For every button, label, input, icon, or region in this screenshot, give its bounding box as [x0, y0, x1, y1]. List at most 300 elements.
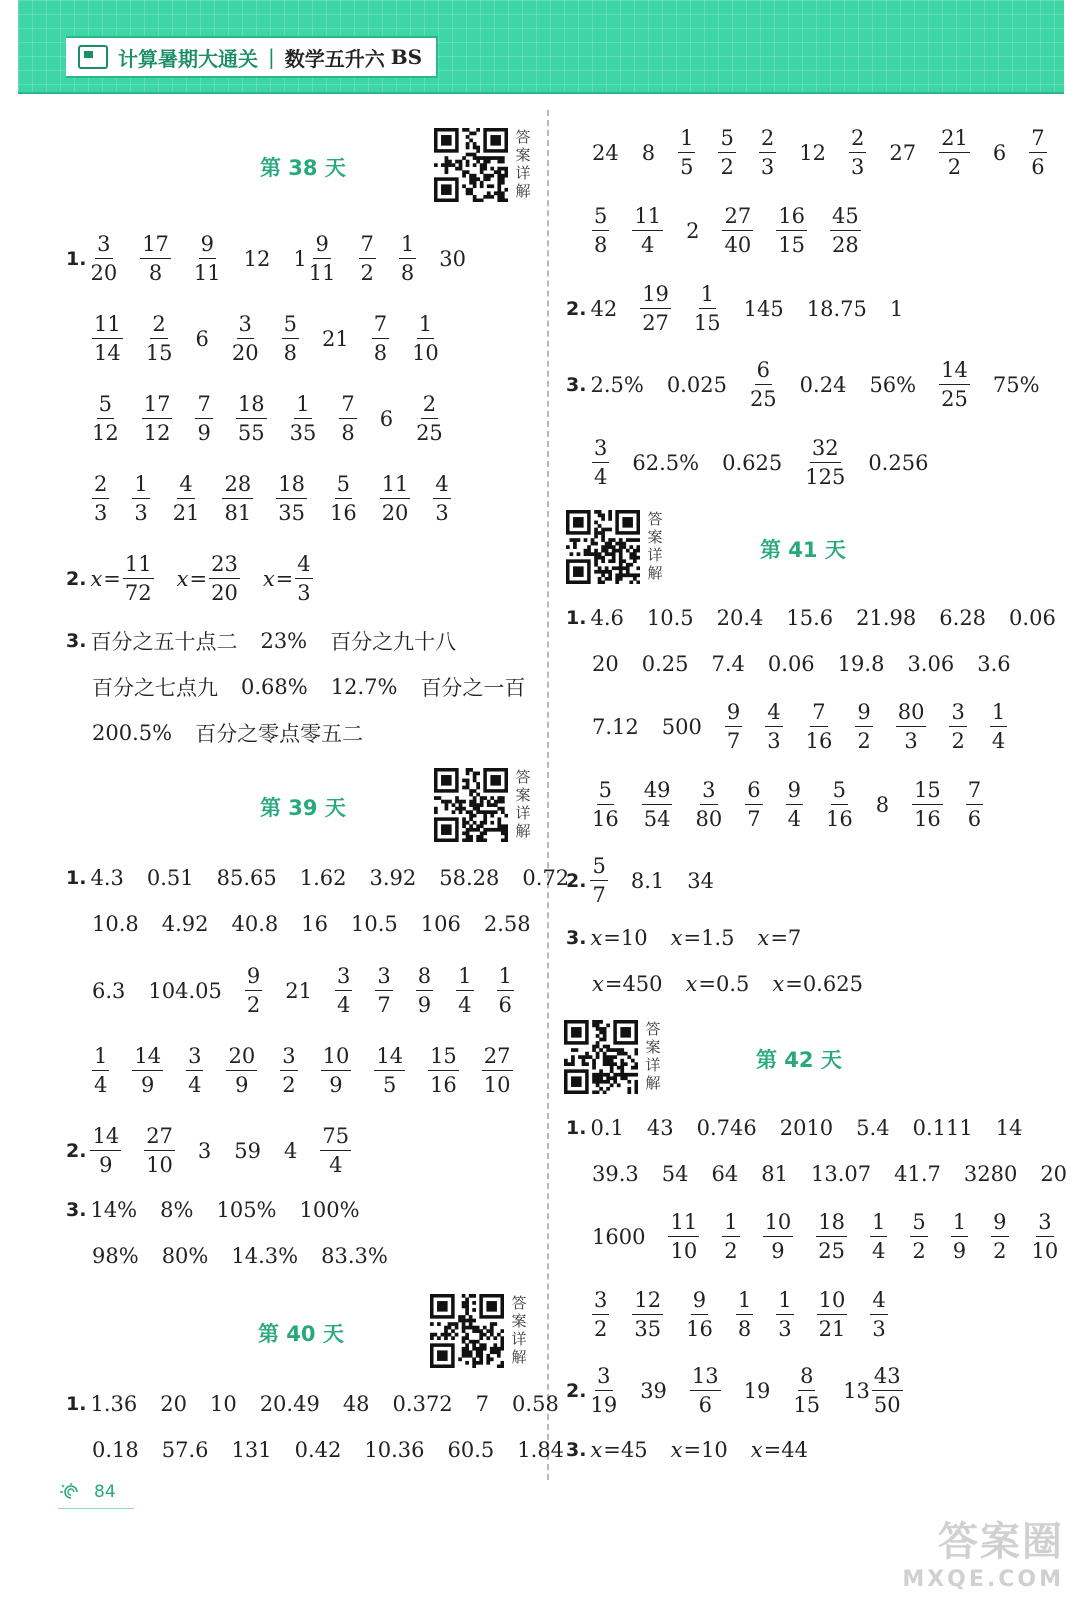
answer-value: 7.12	[592, 714, 639, 739]
answer-value: 39	[640, 1378, 667, 1403]
numerator: 8	[798, 1362, 815, 1391]
fraction	[375, 962, 392, 1019]
denominator: 2	[993, 1239, 1007, 1263]
edition-label: BS	[390, 45, 423, 69]
equation	[177, 550, 240, 607]
numerator: 13	[690, 1362, 721, 1391]
numerator: 1	[990, 698, 1007, 727]
fraction	[632, 202, 663, 259]
watermark	[902, 1510, 1064, 1592]
answer-value: 1.84	[517, 1438, 565, 1462]
answer-value: 0.746	[696, 1116, 757, 1140]
fraction	[173, 470, 200, 527]
equation: x =450	[592, 972, 663, 996]
numerator: 5	[97, 390, 114, 419]
numerator: 3	[592, 434, 609, 463]
answer-value: 3	[197, 1138, 212, 1163]
denominator: 10	[483, 1073, 511, 1097]
mixed-number	[293, 230, 335, 287]
answer-row	[92, 962, 514, 1019]
answer-value: 6	[195, 326, 209, 351]
denominator: 19	[590, 1393, 618, 1417]
denominator: 5	[680, 155, 694, 179]
denominator: 6	[698, 1393, 712, 1417]
answer-value: 8.1	[630, 868, 665, 893]
answer-value: 106	[420, 912, 461, 936]
denominator: 8	[400, 261, 415, 285]
numerator: 27	[482, 1042, 513, 1071]
numerator: 14	[132, 1042, 163, 1071]
answer-row	[566, 852, 714, 909]
numerator: 18	[236, 390, 267, 419]
denominator: 16	[805, 729, 833, 753]
answer-value: 43	[646, 1116, 674, 1140]
numerator: 16	[776, 202, 807, 231]
answer-value: 145	[743, 296, 784, 321]
answer-value: 15.6	[786, 606, 834, 630]
denominator: 20	[90, 261, 118, 285]
answer-value: 7	[475, 1392, 490, 1416]
qr-code-day-38[interactable]	[434, 128, 508, 202]
denominator: 20	[381, 501, 409, 525]
answer-row	[92, 1042, 513, 1099]
answer-value: 5.4	[856, 1116, 890, 1140]
fraction	[226, 1042, 257, 1099]
answer-value: 131	[231, 1438, 272, 1462]
fraction	[92, 390, 119, 447]
fraction	[826, 776, 853, 833]
answer-value: 2	[686, 218, 700, 243]
fraction	[690, 1362, 721, 1419]
answer-value: 8	[875, 792, 890, 817]
fraction	[209, 550, 240, 607]
denominator: 35	[634, 1317, 662, 1341]
denominator: 3	[778, 1317, 792, 1341]
answer-value: 2.5%	[590, 372, 644, 397]
fraction	[632, 1286, 663, 1343]
fraction	[222, 470, 253, 527]
answer-value: 24	[592, 140, 619, 165]
denominator: 7	[377, 993, 391, 1017]
denominator: 9	[952, 1239, 967, 1263]
numerator: 1	[399, 230, 416, 259]
fraction	[144, 1122, 175, 1179]
denominator: 2	[246, 993, 261, 1017]
denominator: 4	[94, 1073, 108, 1097]
fraction	[330, 470, 357, 527]
numerator: 43	[872, 1362, 903, 1391]
fraction	[990, 698, 1007, 755]
denominator: 6	[967, 807, 982, 831]
answer-row	[66, 1198, 360, 1222]
fraction	[668, 1208, 699, 1265]
answer-value: 10.5	[646, 606, 694, 630]
denominator: 7	[747, 807, 761, 831]
numerator: 5	[590, 852, 607, 881]
fraction	[123, 550, 154, 607]
fraction	[776, 202, 807, 259]
denominator: 11	[308, 261, 336, 285]
answer-row	[92, 390, 443, 447]
numerator: 2	[849, 124, 866, 153]
numerator: 1	[132, 470, 149, 499]
answer-value: 21.98	[856, 606, 917, 630]
answer-value: 3.6	[977, 652, 1011, 676]
numerator: 23	[209, 550, 240, 579]
fraction	[592, 1286, 609, 1343]
answer-value: 104.05	[148, 978, 222, 1003]
numerator: 27	[144, 1122, 175, 1151]
fraction	[817, 1286, 848, 1343]
fraction	[295, 550, 312, 607]
fraction	[642, 776, 673, 833]
sun-swirl-icon	[58, 1483, 84, 1501]
fraction	[765, 698, 782, 755]
answer-value: 0.256	[868, 450, 929, 475]
answer-value: 0.06	[767, 652, 815, 676]
numerator: 4	[177, 470, 194, 499]
answer-value: 80%	[161, 1244, 209, 1268]
fraction	[374, 1042, 405, 1099]
qr-code-pattern	[434, 768, 508, 842]
numerator: 7	[372, 310, 389, 339]
numerator: 15	[428, 1042, 459, 1071]
fraction	[722, 202, 753, 259]
denominator: 54	[643, 807, 671, 831]
watermark-logo-text: 答案圈	[938, 1519, 1064, 1565]
answer-value: 19.8	[837, 652, 885, 676]
denominator: 3	[872, 1317, 886, 1341]
numerator: 1	[776, 1286, 793, 1315]
fraction	[805, 434, 845, 491]
question-number: 3.	[66, 1199, 87, 1221]
answer-value: 27	[889, 140, 917, 165]
fraction	[1032, 1208, 1059, 1265]
fraction	[92, 310, 123, 367]
qr-code-day-41[interactable]	[566, 510, 640, 584]
fraction	[282, 310, 299, 367]
denominator: 2	[360, 261, 374, 285]
denominator: 2	[282, 1073, 296, 1097]
question-number: 2.	[66, 1139, 87, 1162]
denominator: 2	[720, 155, 734, 179]
denominator: 4	[329, 1153, 343, 1177]
answer-value: 2010	[779, 1116, 834, 1140]
equation: x =	[176, 566, 208, 591]
subject-title: 数学五升六	[284, 46, 385, 71]
question-number: 1.	[66, 247, 87, 270]
answer-value: 40.8	[231, 912, 279, 936]
answer-value: 0.24	[799, 372, 847, 397]
answer-value: 62.5%	[632, 450, 700, 475]
equation: x =	[262, 566, 294, 591]
answer-value: 14%	[90, 1198, 138, 1222]
denominator: 9	[235, 1073, 249, 1097]
fraction	[949, 698, 966, 755]
denominator: 12	[143, 421, 171, 445]
answer-value: 20.4	[716, 606, 764, 630]
denominator: 8	[283, 341, 297, 365]
numerator: 3	[592, 1286, 609, 1315]
mixed-number	[843, 1362, 902, 1419]
fraction	[399, 230, 416, 287]
numerator: 12	[632, 1286, 663, 1315]
numerator: 9	[199, 230, 216, 259]
numerator: 3	[700, 776, 717, 805]
numerator: 27	[722, 202, 753, 231]
answer-value: 3.92	[369, 866, 417, 890]
answer-value: 6	[379, 406, 394, 431]
numerator: 4	[870, 1286, 887, 1315]
numerator: 9	[691, 1286, 708, 1315]
denominator: 25	[818, 1239, 846, 1263]
numerator: 9	[245, 962, 262, 991]
denominator: 8	[594, 233, 608, 257]
answer-row	[592, 1208, 1058, 1265]
fraction	[592, 202, 609, 259]
denominator: 125	[805, 465, 846, 489]
answer-value: 19	[743, 1378, 771, 1403]
fraction	[640, 280, 671, 337]
numerator: 5	[718, 124, 735, 153]
fraction	[939, 356, 970, 413]
qr-code-day-39[interactable]	[434, 768, 508, 842]
numerator: 6	[745, 776, 762, 805]
answer-value: 4.92	[161, 912, 209, 936]
answer-value: 10.5	[351, 912, 398, 936]
numerator: 9	[313, 230, 330, 259]
fraction	[1029, 124, 1046, 181]
qr-code-pattern	[434, 128, 508, 202]
answer-value: 500	[661, 714, 702, 739]
numerator: 1	[699, 280, 716, 309]
answer-value: 98%	[92, 1244, 139, 1268]
numerator: 21	[939, 124, 970, 153]
qr-caption: 答 案 详 解	[645, 1020, 661, 1092]
qr-code-pattern	[564, 1020, 638, 1094]
fraction	[793, 1362, 820, 1419]
answer-value: 0.1	[590, 1116, 624, 1140]
numerator: 11	[123, 550, 154, 579]
answer-value: 85.65	[216, 866, 277, 890]
numerator: 17	[142, 390, 173, 419]
numerator: 1	[736, 1286, 753, 1315]
numerator: 3	[280, 1042, 297, 1071]
numerator: 3	[1036, 1208, 1053, 1237]
fraction	[428, 1042, 459, 1099]
fraction	[855, 698, 872, 755]
denominator: 2	[594, 1317, 608, 1341]
denominator: 28	[831, 233, 859, 257]
answer-value: 41.7	[894, 1162, 941, 1186]
numerator: 9	[991, 1208, 1008, 1237]
fraction	[132, 470, 149, 527]
answer-value: 14.3%	[231, 1244, 299, 1268]
numerator: 1	[722, 1208, 739, 1237]
numerator: 1	[951, 1208, 968, 1237]
answer-row	[592, 124, 1047, 181]
denominator: 5	[383, 1073, 397, 1097]
day-41-title: 第 41 天	[760, 538, 846, 562]
answer-value: 12	[799, 140, 826, 165]
denominator: 55	[237, 421, 265, 445]
answer-value: 0.18	[92, 1438, 139, 1462]
answer-row	[92, 912, 531, 936]
denominator: 14	[94, 341, 121, 365]
numerator: 3	[186, 1042, 203, 1071]
numerator: 49	[642, 776, 673, 805]
answer-row	[66, 550, 313, 607]
fraction	[320, 1122, 351, 1179]
denominator: 16	[825, 807, 853, 831]
denominator: 81	[224, 501, 252, 525]
denominator: 4	[188, 1073, 202, 1097]
denominator: 4	[991, 729, 1006, 753]
numerator: 1	[92, 1042, 109, 1071]
denominator: 12	[92, 421, 119, 445]
fraction	[722, 1208, 739, 1265]
fraction	[456, 962, 473, 1019]
numerator: 5	[910, 1208, 927, 1237]
answer-value: 12	[243, 246, 271, 271]
answer-row	[592, 1286, 888, 1343]
fraction	[991, 1208, 1008, 1265]
fraction	[236, 390, 267, 447]
question-number: 1.	[66, 1393, 87, 1415]
answer-row	[66, 1392, 559, 1416]
answer-value: 8%	[160, 1198, 194, 1222]
answer-value: 20	[1040, 1162, 1068, 1186]
question-number: 3.	[566, 927, 587, 949]
fraction	[750, 356, 777, 413]
answer-value: 3280	[963, 1162, 1018, 1186]
equation: x =10	[590, 926, 648, 950]
fraction	[433, 470, 450, 527]
denominator: 15	[693, 311, 721, 335]
fraction	[695, 776, 722, 833]
answer-row	[66, 230, 466, 287]
question-number: 1.	[66, 867, 87, 889]
answer-row	[92, 1244, 388, 1268]
numerator: 9	[725, 698, 742, 727]
fraction	[763, 1208, 794, 1265]
equation: x =	[90, 566, 121, 591]
numerator: 1	[870, 1208, 887, 1237]
fraction	[497, 962, 514, 1019]
numerator: 7	[966, 776, 983, 805]
answer-value: 10.36	[364, 1438, 425, 1462]
answer-value: 16	[301, 912, 329, 936]
fraction	[694, 280, 721, 337]
numerator: 15	[912, 776, 943, 805]
answer-value: 42	[590, 296, 618, 321]
answer-row	[66, 626, 456, 656]
fraction	[276, 470, 307, 527]
answer-value: 4.6	[590, 606, 624, 630]
answer-value: 30	[439, 246, 466, 271]
numerator: 7	[195, 390, 212, 419]
answer-value: 60.5	[447, 1438, 495, 1462]
footer-line	[58, 1508, 134, 1509]
answer-value: 4	[284, 1138, 298, 1163]
fraction	[372, 310, 389, 367]
answer-value: 0.625	[722, 450, 783, 475]
denominator: 20	[231, 341, 259, 365]
answer-value: 0.51	[146, 866, 194, 890]
numerator: 6	[755, 356, 772, 385]
fraction	[830, 202, 861, 259]
fraction	[321, 1042, 352, 1099]
numerator: 11	[92, 310, 123, 339]
denominator: 2	[951, 729, 965, 753]
book-icon	[78, 45, 108, 69]
qr-code-day-40[interactable]	[430, 1294, 504, 1368]
denominator: 10	[1031, 1239, 1059, 1263]
numerator: 4	[765, 698, 782, 727]
denominator: 15	[145, 341, 173, 365]
denominator: 40	[724, 233, 752, 257]
answer-value: 0.68%	[241, 675, 308, 699]
denominator: 16	[914, 807, 941, 831]
denominator: 8	[373, 341, 388, 365]
qr-code-day-42[interactable]	[564, 1020, 638, 1094]
question-number: 2.	[566, 869, 587, 892]
equation: x =0.625	[772, 972, 863, 996]
denominator: 21	[818, 1317, 846, 1341]
fraction	[482, 1042, 513, 1099]
answer-value: 100%	[299, 1198, 360, 1222]
answer-value: 10	[209, 1392, 237, 1416]
denominator: 8	[737, 1317, 752, 1341]
fraction	[896, 698, 927, 755]
denominator: 35	[278, 501, 305, 525]
denominator: 9	[197, 421, 211, 445]
fraction	[872, 1362, 903, 1419]
numerator: 32	[810, 434, 841, 463]
answer-row	[592, 1162, 1067, 1186]
numerator: 2	[421, 390, 438, 419]
denominator: 80	[695, 807, 723, 831]
denominator: 3	[850, 155, 865, 179]
day-39-title: 第 39 天	[260, 796, 346, 820]
answer-row	[592, 202, 861, 259]
numerator: 3	[95, 230, 112, 259]
column-divider	[547, 110, 549, 1480]
fraction	[870, 1286, 887, 1343]
denominator: 4	[337, 993, 351, 1017]
answer-value: 105%	[216, 1198, 277, 1222]
answer-value: 10.8	[92, 912, 139, 936]
numerator: 9	[855, 698, 872, 727]
numerator: 2	[759, 124, 776, 153]
denominator: 9	[771, 1239, 785, 1263]
denominator: 3	[767, 729, 781, 753]
answer-text: 百分之七点九	[92, 676, 218, 700]
day-42-title: 第 42 天	[756, 1048, 842, 1072]
answer-value: 18.75	[806, 296, 867, 321]
numerator: 8	[416, 962, 433, 991]
fraction	[92, 470, 109, 527]
answer-value: 1	[889, 296, 904, 321]
qr-caption: 答 案 详 解	[511, 1294, 527, 1366]
answer-value: 59	[234, 1138, 262, 1163]
denominator: 4	[787, 807, 801, 831]
answer-value: 1.36	[90, 1392, 138, 1416]
fraction	[951, 1208, 968, 1265]
fraction	[745, 776, 762, 833]
answer-value: 64	[711, 1162, 739, 1186]
numerator: 20	[226, 1042, 257, 1071]
